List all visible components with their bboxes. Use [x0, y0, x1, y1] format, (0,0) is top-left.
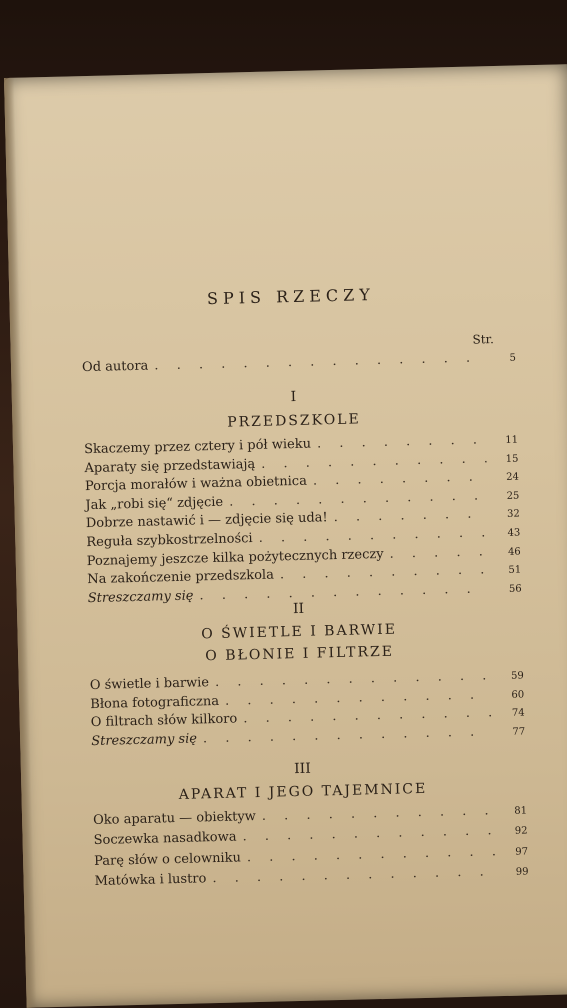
page-column-label: Str. — [472, 332, 494, 347]
entry-page: 92 — [514, 825, 528, 838]
toc-title: SPIS RZECZY — [206, 285, 376, 309]
section-heading: O ŚWIETLE I BARWIE — [201, 621, 398, 643]
book-page — [4, 64, 567, 1007]
entry-page: 60 — [511, 689, 525, 701]
entry-title: Aparaty się przedstawiają — [84, 456, 256, 476]
section-heading: APARAT I JEGO TAJEMNICE — [178, 780, 428, 803]
entry-page: 74 — [511, 707, 525, 719]
entry-page: 51 — [508, 564, 522, 577]
entry-title: Oko aparatu — obiektyw — [92, 809, 257, 829]
leader-dots — [313, 470, 487, 489]
entry-title: Parę słów o celowniku — [93, 850, 242, 869]
entry-page: 59 — [510, 670, 524, 682]
leader-dots — [154, 350, 484, 373]
entry-page: 25 — [506, 490, 520, 502]
entry-page: 5 — [509, 352, 517, 364]
leader-dots — [389, 544, 489, 561]
entry-page: 46 — [507, 546, 521, 558]
page-edge — [4, 78, 37, 1008]
entry-page: 97 — [515, 846, 529, 858]
entry-page: 24 — [506, 471, 520, 484]
section-number: III — [293, 760, 311, 778]
entry-page: 11 — [505, 434, 519, 446]
entry-page: 56 — [508, 583, 522, 595]
entry-title: Poznajemy jeszcze kilka pożytecznych rzeczy — [86, 546, 384, 569]
entry-title: Jak „robi się“ zdjęcie — [85, 494, 224, 513]
leader-dots — [334, 507, 488, 526]
entry-title: O świetle i barwie — [89, 675, 210, 694]
entry-title: Na zakończenie przedszkola — [87, 567, 275, 588]
entry-title: Porcja morałów i ważna obietnica — [84, 473, 308, 495]
entry-title: Matówka i lustro — [94, 871, 207, 890]
leader-dots — [242, 824, 495, 845]
entry-page: 77 — [512, 726, 526, 738]
entry-title: Soczewka nasadkowa — [93, 829, 237, 849]
entry-title: Skaczemy przez cztery i pół wieku — [83, 436, 312, 458]
entry-title: Błona fotograficzna — [90, 693, 220, 712]
entry-page: 43 — [507, 527, 521, 539]
leader-dots — [215, 668, 492, 690]
entry-title: Dobrze nastawić i — zdjęcie się uda! — [85, 510, 328, 532]
section-number: I — [290, 388, 297, 406]
section-heading: PRZEDSZKOLE — [227, 411, 361, 431]
toc-entry-intro — [82, 350, 516, 379]
entry-page: 32 — [506, 508, 520, 521]
leader-dots — [247, 844, 497, 865]
leader-dots — [317, 432, 486, 451]
entry-page: 15 — [505, 453, 519, 465]
entry-title: Od autora — [81, 358, 149, 376]
entry-title: Reguła szybkostrzelności — [86, 531, 253, 551]
entry-page: 99 — [515, 866, 529, 878]
entry-page: 81 — [514, 805, 528, 817]
section-number: II — [292, 600, 305, 618]
entry-title: O filtrach słów kilkoro — [90, 711, 238, 731]
section-heading-line2: O BŁONIE I FILTRZE — [205, 643, 395, 665]
entry-title: Streszczamy się — [87, 588, 194, 606]
leader-dots — [262, 803, 496, 824]
entry-title: Streszczamy się — [91, 731, 198, 749]
